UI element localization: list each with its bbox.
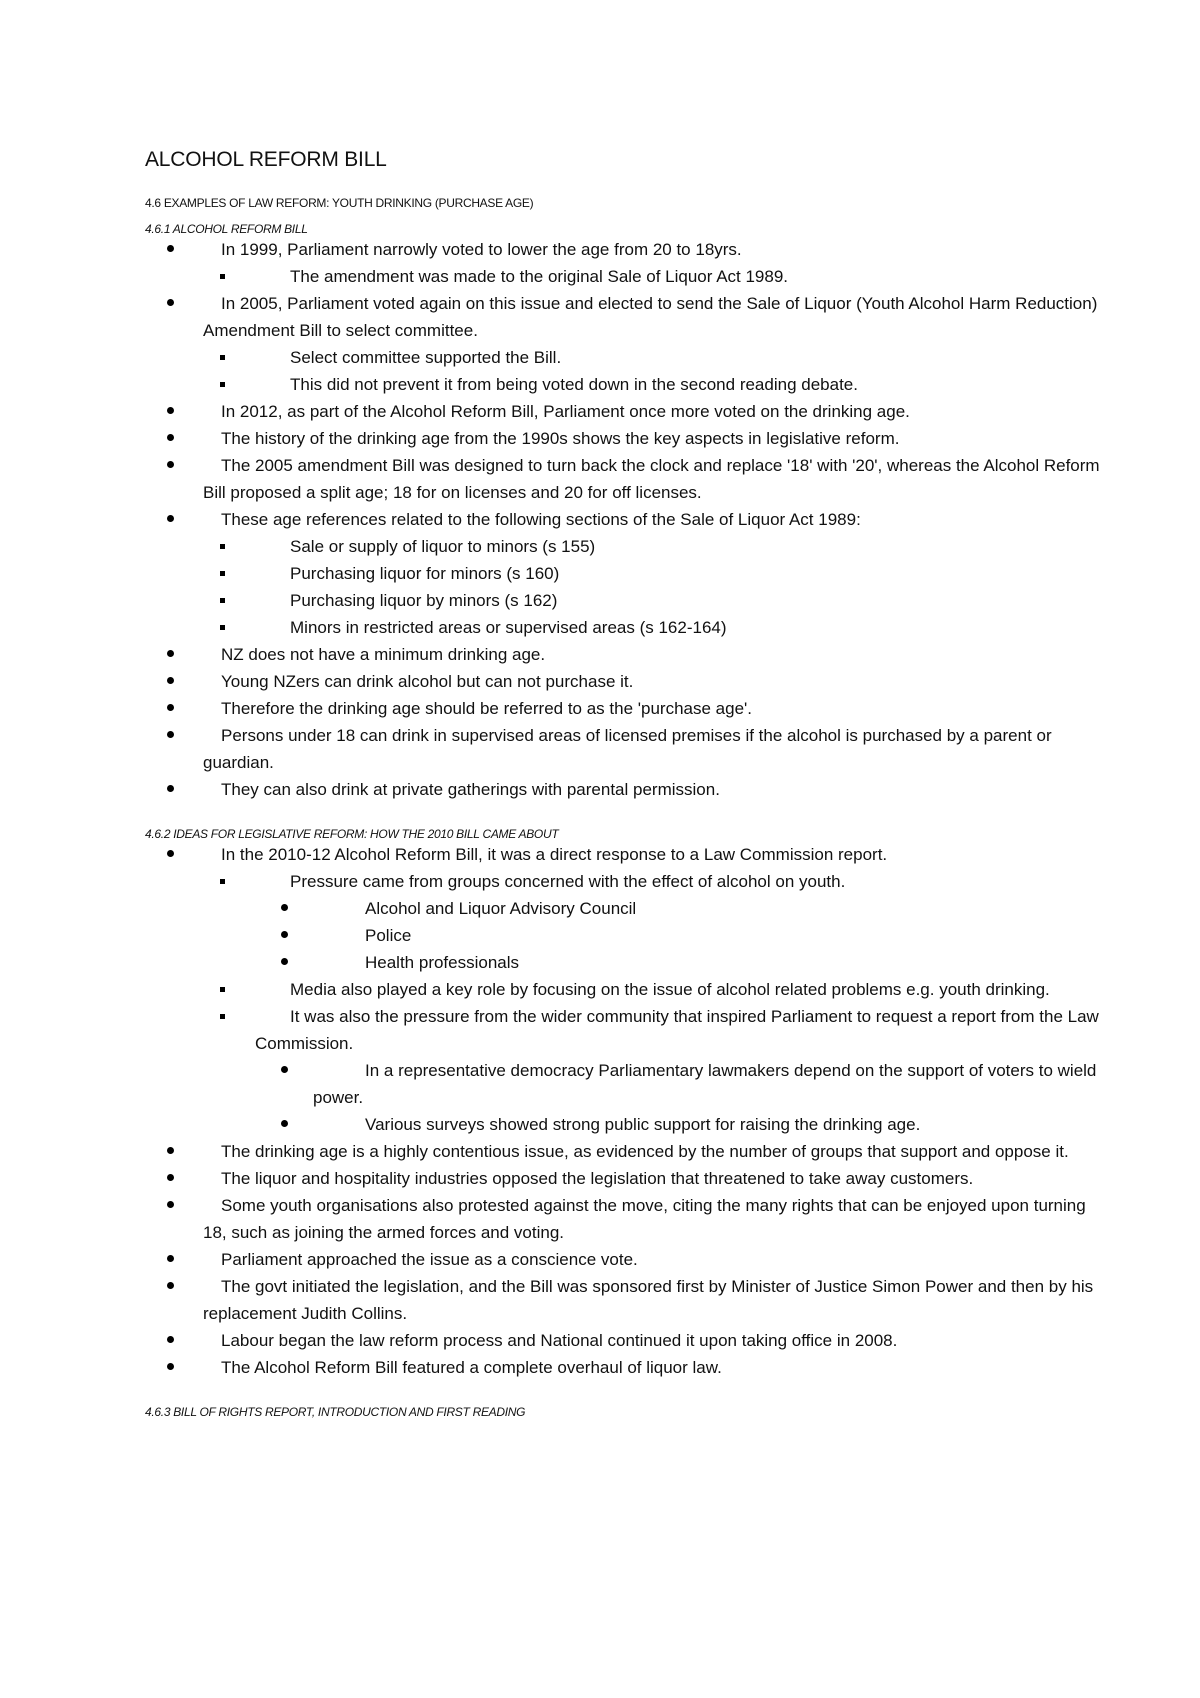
bullet-list-level-3 bbox=[145, 895, 1100, 976]
list-item-text: Select committee supported the Bill. bbox=[290, 348, 562, 367]
bullet-list-level-3 bbox=[145, 1057, 1100, 1138]
list-item bbox=[145, 452, 1100, 506]
round-bullet-icon bbox=[167, 731, 174, 738]
bullet-list-level-1 bbox=[145, 236, 1100, 803]
list-item-text: Media also played a key role by focusing on the issue of alcohol related problems e.g. youth drinking. bbox=[290, 980, 1050, 999]
round-bullet-icon bbox=[167, 677, 174, 684]
list-item-text: They can also drink at private gatherings with parental permission. bbox=[221, 780, 720, 799]
list-item-text: In the 2010-12 Alcohol Reform Bill, it was a direct response to a Law Commission report. bbox=[221, 845, 888, 864]
list-item bbox=[145, 371, 1100, 398]
square-bullet-icon bbox=[220, 987, 225, 992]
list-item-text: The Alcohol Reform Bill featured a complete overhaul of liquor law. bbox=[221, 1358, 722, 1377]
list-item-text: Parliament approached the issue as a conscience vote. bbox=[221, 1250, 638, 1269]
list-item bbox=[145, 1273, 1100, 1327]
list-item bbox=[145, 922, 1100, 949]
round-bullet-icon bbox=[167, 785, 174, 792]
round-bullet-icon bbox=[167, 650, 174, 657]
round-bullet-icon bbox=[281, 931, 288, 938]
list-item-text: This did not prevent it from being voted down in the second reading debate. bbox=[290, 375, 858, 394]
square-bullet-icon bbox=[220, 598, 225, 603]
list-item bbox=[145, 776, 1100, 803]
list-item-text: The drinking age is a highly contentious issue, as evidenced by the number of groups that support and oppose it. bbox=[221, 1142, 1069, 1161]
sections-container bbox=[145, 222, 1100, 1419]
list-item-text: In 2005, Parliament voted again on this issue and elected to send the Sale of Liquor (Youth Alcohol Harm Reduction) Amendment Bill to select committee. bbox=[203, 294, 1098, 340]
list-item-text: Some youth organisations also protested against the move, citing the many rights that can be enjoyed upon turning 18, such as joining the armed forces and voting. bbox=[203, 1196, 1086, 1242]
subsection-heading: 4.6.2 IDEAS FOR LEGISLATIVE REFORM: HOW THE 2010 BILL CAME ABOUT bbox=[145, 827, 559, 841]
document-title: ALCOHOL REFORM BILL bbox=[145, 148, 387, 171]
list-item bbox=[145, 1111, 1100, 1138]
bullet-list-level-2 bbox=[145, 344, 1100, 398]
round-bullet-icon bbox=[281, 1066, 288, 1073]
square-bullet-icon bbox=[220, 625, 225, 630]
list-item-text: The amendment was made to the original Sale of Liquor Act 1989. bbox=[290, 267, 789, 286]
subsection-heading: 4.6.3 BILL OF RIGHTS REPORT, INTRODUCTION AND FIRST READING bbox=[145, 1405, 526, 1419]
list-item-text: NZ does not have a minimum drinking age. bbox=[221, 645, 546, 664]
list-item bbox=[145, 1057, 1100, 1111]
round-bullet-icon bbox=[167, 1201, 174, 1208]
list-item bbox=[145, 533, 1100, 560]
round-bullet-icon bbox=[167, 704, 174, 711]
list-item bbox=[145, 614, 1100, 641]
round-bullet-icon bbox=[281, 1120, 288, 1127]
list-item bbox=[145, 868, 1100, 895]
list-item bbox=[145, 1354, 1100, 1381]
list-item-text: Minors in restricted areas or supervised areas (s 162-164) bbox=[290, 618, 727, 637]
list-item bbox=[145, 949, 1100, 976]
round-bullet-icon bbox=[167, 850, 174, 857]
list-item-text: The govt initiated the legislation, and the Bill was sponsored first by Minister of Justice Simon Power and then by his replacement Judith Collins. bbox=[203, 1277, 1094, 1323]
square-bullet-icon bbox=[220, 544, 225, 549]
square-bullet-icon bbox=[220, 382, 225, 387]
list-item-text: The liquor and hospitality industries opposed the legislation that threatened to take away customers. bbox=[221, 1169, 974, 1188]
square-bullet-icon bbox=[220, 355, 225, 360]
round-bullet-icon bbox=[167, 1255, 174, 1262]
list-item-text: These age references related to the following sections of the Sale of Liquor Act 1989: bbox=[221, 510, 861, 529]
list-item-text: Alcohol and Liquor Advisory Council bbox=[365, 899, 637, 918]
round-bullet-icon bbox=[167, 299, 174, 306]
round-bullet-icon bbox=[167, 434, 174, 441]
list-item-text: It was also the pressure from the wider community that inspired Parliament to request a report from the Law Commission. bbox=[255, 1007, 1099, 1053]
list-item-text: Labour began the law reform process and National continued it upon taking office in 2008. bbox=[221, 1331, 898, 1350]
bullet-list-level-1 bbox=[145, 841, 1100, 1381]
list-item bbox=[145, 895, 1100, 922]
list-item-text: In a representative democracy Parliamentary lawmakers depend on the support of voters to wield power. bbox=[313, 1061, 1097, 1107]
list-item bbox=[145, 560, 1100, 587]
bullet-list-level-2 bbox=[145, 533, 1100, 641]
list-item bbox=[145, 976, 1100, 1003]
bullet-list-level-2 bbox=[145, 263, 1100, 290]
list-item bbox=[145, 722, 1100, 776]
round-bullet-icon bbox=[167, 515, 174, 522]
square-bullet-icon bbox=[220, 571, 225, 576]
square-bullet-icon bbox=[220, 1014, 225, 1019]
list-item bbox=[145, 344, 1100, 371]
list-item-text: Purchasing liquor for minors (s 160) bbox=[290, 564, 560, 583]
round-bullet-icon bbox=[167, 1363, 174, 1370]
list-item bbox=[145, 263, 1100, 290]
list-item-text: Young NZers can drink alcohol but can not purchase it. bbox=[221, 672, 634, 691]
list-item bbox=[145, 1165, 1100, 1192]
round-bullet-icon bbox=[281, 958, 288, 965]
list-item-text: Various surveys showed strong public support for raising the drinking age. bbox=[365, 1115, 921, 1134]
list-item-text: The 2005 amendment Bill was designed to turn back the clock and replace '18' with '20', whereas the Alcohol Reform Bill proposed a split age; 18 for on licenses and 20 for off licenses. bbox=[203, 456, 1100, 502]
list-item-text: Police bbox=[365, 926, 412, 945]
round-bullet-icon bbox=[167, 1174, 174, 1181]
list-item bbox=[145, 641, 1100, 668]
square-bullet-icon bbox=[220, 274, 225, 279]
list-item-text: Health professionals bbox=[365, 953, 520, 972]
square-bullet-icon bbox=[220, 879, 225, 884]
list-item bbox=[145, 1138, 1100, 1165]
list-item-text: Purchasing liquor by minors (s 162) bbox=[290, 591, 558, 610]
list-item bbox=[145, 1327, 1100, 1354]
list-item bbox=[145, 290, 1100, 344]
list-item bbox=[145, 398, 1100, 425]
list-item bbox=[145, 695, 1100, 722]
list-item-text: Persons under 18 can drink in supervised areas of licensed premises if the alcohol is purchased by a parent or guardian. bbox=[203, 726, 1052, 772]
round-bullet-icon bbox=[167, 245, 174, 252]
list-item bbox=[145, 1003, 1100, 1057]
round-bullet-icon bbox=[167, 1147, 174, 1154]
list-item bbox=[145, 506, 1100, 533]
list-item bbox=[145, 668, 1100, 695]
subsection-heading: 4.6.1 ALCOHOL REFORM BILL bbox=[145, 222, 308, 236]
list-item bbox=[145, 1246, 1100, 1273]
list-item-text: Pressure came from groups concerned with the effect of alcohol on youth. bbox=[290, 872, 846, 891]
round-bullet-icon bbox=[167, 407, 174, 414]
list-item bbox=[145, 587, 1100, 614]
list-item bbox=[145, 841, 1100, 868]
round-bullet-icon bbox=[167, 1282, 174, 1289]
bullet-list-level-2 bbox=[145, 868, 1100, 1138]
list-item bbox=[145, 425, 1100, 452]
round-bullet-icon bbox=[167, 1336, 174, 1343]
list-item-text: In 1999, Parliament narrowly voted to lower the age from 20 to 18yrs. bbox=[221, 240, 742, 259]
list-item-text: In 2012, as part of the Alcohol Reform Bill, Parliament once more voted on the drinking age. bbox=[221, 402, 910, 421]
list-item bbox=[145, 1192, 1100, 1246]
round-bullet-icon bbox=[167, 461, 174, 468]
list-item-text: Therefore the drinking age should be referred to as the 'purchase age'. bbox=[221, 699, 752, 718]
section-heading: 4.6 EXAMPLES OF LAW REFORM: YOUTH DRINKING (PURCHASE AGE) bbox=[145, 196, 534, 210]
list-item-text: Sale or supply of liquor to minors (s 155) bbox=[290, 537, 596, 556]
list-item bbox=[145, 236, 1100, 263]
list-item-text: The history of the drinking age from the 1990s shows the key aspects in legislative reform. bbox=[221, 429, 900, 448]
round-bullet-icon bbox=[281, 904, 288, 911]
